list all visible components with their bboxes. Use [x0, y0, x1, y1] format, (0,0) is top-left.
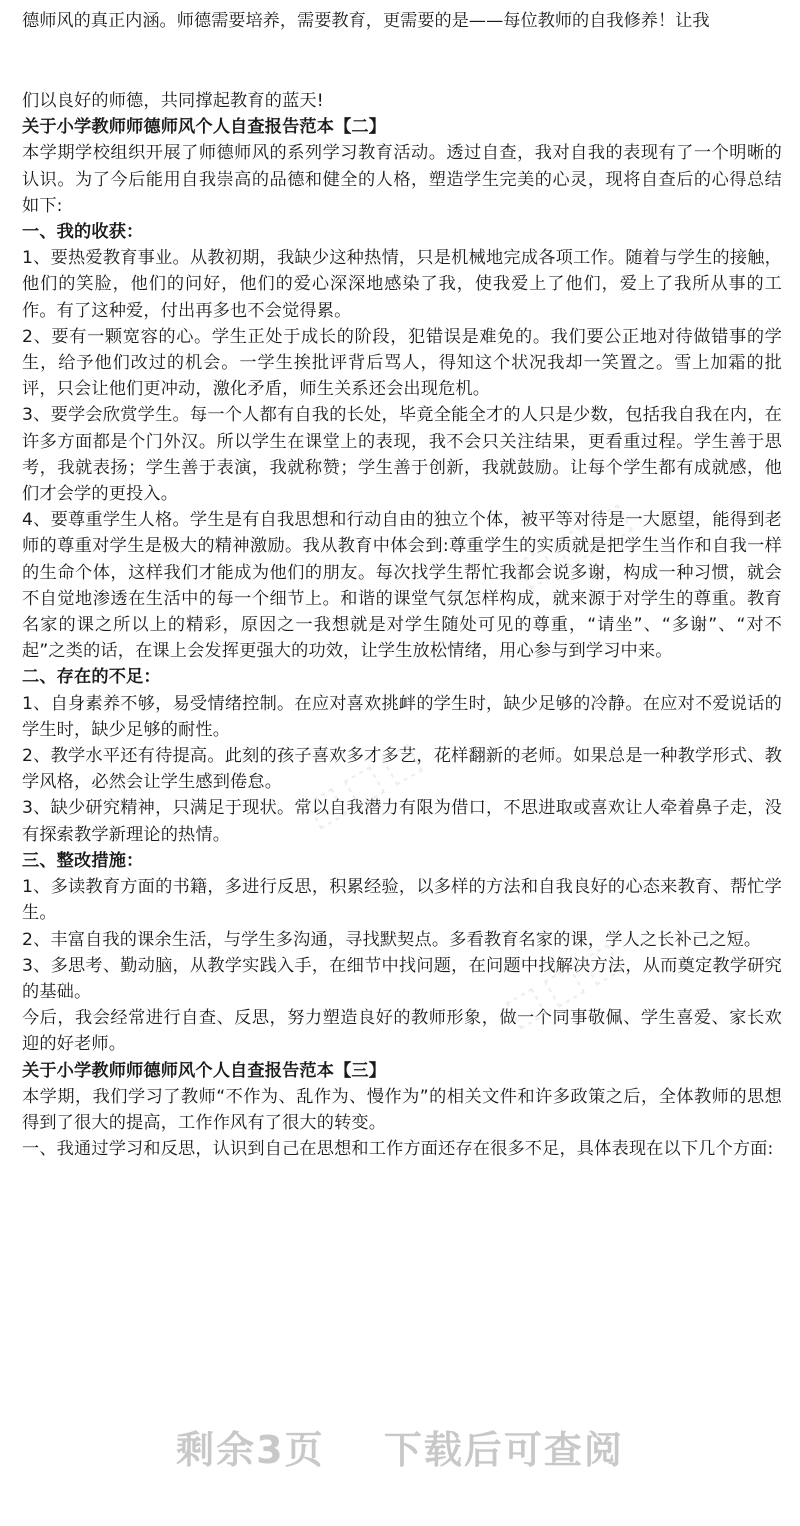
- shortcomings-item: 2、教学水平还有待提高。此刻的孩子喜欢多才多艺，花样翻新的老师。如果总是一种教学形式、教学风格，必然会让学生感到倦怠。: [22, 746, 782, 793]
- download-to-view-label: 下载后可查阅: [383, 1428, 624, 1472]
- download-prompt[interactable]: [0, 1420, 800, 1480]
- measures-item: 2、丰富自我的课余生活，与学生多沟通，寻找默契点。多看教育名家的课，学人之长补己之短。: [22, 929, 762, 950]
- paragraph-continuation: 们以良好的师德，共同撑起教育的蓝天!: [22, 91, 324, 111]
- measures-item: 3、多思考、勤动脑，从教学实践入手，在细节中找问题，在问题中找解决方法，从而奠定教学研究的基础。: [22, 955, 782, 1002]
- gains-item: 1、要热爱教育事业。从教初期，我缺少这种热情，只是机械地完成各项工作。随着与学生的接触，他们的笑脸，他们的问好，他们的爱心深深地感染了我，使我爱上了他们，爱上了我所从事的工作。有了这种爱，付出再多也不会觉得累。: [22, 248, 782, 321]
- watermark-logo: ⬚⬚⬚: [497, 930, 635, 1036]
- gains-heading: 一、我的收获：: [22, 222, 144, 243]
- gains-item: 4、要尊重学生人格。学生是有自我思想和行动自由的独立个体，被平等对待是一大愿望，能得到老师的尊重对学生是极大的精神激励。我从教育中体会到:尊重学生的实质就是把学生当作和自我一样的生命个体，这样我们才能成为他们的朋友。每次找学生帮忙我都会说多谢，构成一种习惯，就会不自觉地渗透在生活中的每一个细节上。和谐的课堂气氛怎样构成，就来源于对学生的尊重。教育名家的课之所以上的精彩，原因之一我想就是对学生随处可见的尊重，“请坐”、“多谢”、“对不起”之类的话，在课上会发挥更强大的功效，让学生放松情绪，用心参与到学习中来。: [22, 510, 782, 662]
- gains-item: 3、要学会欣赏学生。每一个人都有自我的长处，毕竟全能全才的人只是少数，包括我自我在内，在许多方面都是个门外汉。所以学生在课堂上的表现，我不会只关注结果，更看重过程。学生善于思考，我就表扬；学生善于表演，我就称赞；学生善于创新，我就鼓励。让每个学生都有成就感，他们才会学的更投入。: [22, 405, 782, 505]
- paragraph-fragment: 德师风的真正内涵。师德需要培养，需要教育，更需要的是——每位教师的自我修养！让我: [22, 11, 710, 31]
- measures-item: 1、多读教育方面的书籍，多进行反思，积累经验，以多样的方法和自我良好的心态来教育、帮忙学生。: [22, 877, 782, 924]
- document-top-block: [22, 8, 782, 34]
- shortcomings-item: 3、缺少研究精神，只满足于现状。常以自我潜力有限为借口，不思进取或喜欢让人牵着鼻子走，没有探索教学新理论的热情。: [22, 798, 782, 845]
- section-title-3: 关于小学教师师德师风个人自查报告范本【三】: [22, 1060, 387, 1081]
- watermark-logo: ⬚⬚⬚: [507, 490, 645, 596]
- measures-heading: 三、整改措施：: [22, 850, 144, 871]
- closing-paragraph: 今后，我会经常进行自查、反思，努力塑造良好的教师形象，做一个同事敬佩、学生喜爱、家长欢迎的好老师。: [22, 1008, 782, 1055]
- remaining-pages-label: 剩余3页: [176, 1428, 325, 1472]
- shortcomings-heading: 二、存在的不足：: [22, 667, 161, 688]
- section-title-2: 关于小学教师师德师风个人自查报告范本【二】: [22, 117, 387, 138]
- watermark-logo: ⬚⬚⬚: [297, 730, 435, 836]
- gains-item: 2、要有一颗宽容的心。学生正处于成长的阶段，犯错误是难免的。我们要公正地对待做错事的学生，给予他们改过的机会。一学生挨批评背后骂人，得知这个状况我却一笑置之。雪上加霜的批评，只会让他们更冲动，激化矛盾，师生关系还会出现危机。: [22, 326, 782, 400]
- section3-point-1: 一、我通过学习和反思，认识到自己在思想和工作方面还存在很多不足，具体表现在以下几个方面:: [22, 1139, 774, 1160]
- section3-intro: 本学期，我们学习了教师“不作为、乱作为、慢作为”的相关文件和许多政策之后，全体教师的思想得到了很大的提高，工作作风有了很大的转变。: [22, 1086, 782, 1133]
- section2-intro: 本学期学校组织开展了师德师风的系列学习教育活动。透过自查，我对自我的表现有了一个明晰的认识。为了今后能用自我崇高的品德和健全的人格，塑造学生完美的心灵，现将自查后的心得总结如下:: [22, 143, 782, 216]
- document-body: [22, 88, 782, 1162]
- shortcomings-item: 1、自身素养不够，易受情绪控制。在应对喜欢挑衅的学生时，缺少足够的冷静。在应对不爱说话的学生时，缺少足够的耐性。: [22, 693, 782, 740]
